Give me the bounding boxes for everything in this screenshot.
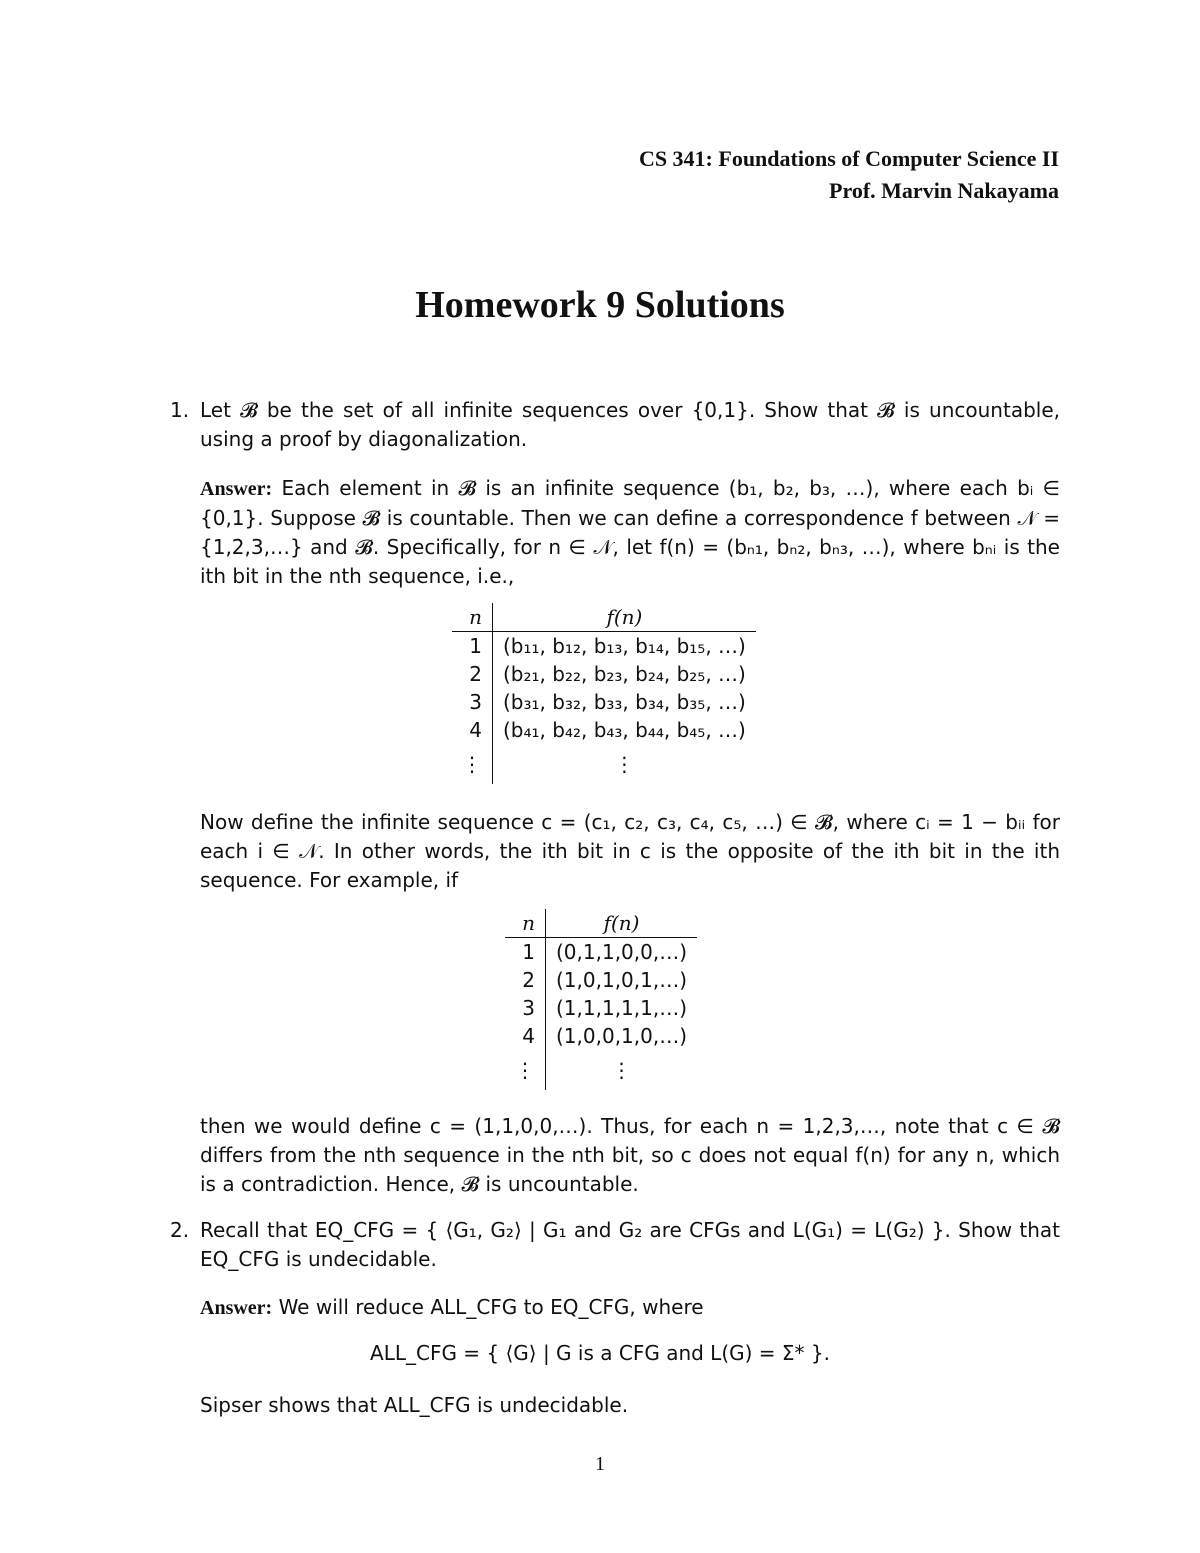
table-ellipsis-f: ⋮ bbox=[611, 1058, 632, 1082]
table-cell-n: 2 bbox=[505, 966, 546, 994]
table-row bbox=[505, 994, 697, 1022]
table-cell-f: (b₁₁, b₁₂, b₁₃, b₁₄, b₁₅, …) bbox=[503, 634, 746, 658]
table-row bbox=[452, 688, 756, 716]
answer-label: Answer: bbox=[200, 1297, 273, 1319]
table-row bbox=[452, 660, 756, 688]
question-2-number: 2. bbox=[170, 1218, 190, 1242]
question-2-prompt bbox=[200, 1216, 1060, 1274]
table-cell-f: (1,0,0,1,0,…) bbox=[556, 1024, 688, 1048]
sequence-table bbox=[452, 603, 756, 784]
question-1-answer-continued bbox=[200, 808, 1060, 895]
table-header-n: n bbox=[452, 603, 493, 632]
table-cell-f: (0,1,1,0,0,…) bbox=[556, 940, 688, 964]
answer-1-paragraph-2: Now define the infinite sequence c = (c₁, c₂, c₃, c₄, c₅, …) ∈ 𝓑, where cᵢ = 1 − bᵢᵢ for each i ∈ 𝒩. In other words, the ith bit in c is the opposite of the ith bit in the ith sequence. For example, if bbox=[200, 810, 1060, 892]
table-row-ellipsis bbox=[505, 1050, 697, 1090]
table-ellipsis-n: ⋮ bbox=[505, 1050, 546, 1090]
question-1-conclusion bbox=[200, 1112, 1060, 1199]
course-header bbox=[639, 143, 1059, 207]
answer-label: Answer: bbox=[200, 478, 273, 500]
table-cell-n: 2 bbox=[452, 660, 493, 688]
table-cell-n: 4 bbox=[452, 716, 493, 744]
page-number: 1 bbox=[595, 1453, 605, 1475]
table-header-n: n bbox=[505, 909, 546, 938]
page-title: Homework 9 Solutions bbox=[415, 284, 785, 326]
table-header-f: f(n) bbox=[493, 603, 756, 632]
answer-1-paragraph-3: then we would define c = (1,1,0,0,…). Thus, for each n = 1,2,3,…, note that c ∈ 𝓑 differs from the nth sequence in the nth bit, so c does not equal f(n) for any n, which is a contradiction. Hence, 𝓑 is uncountable. bbox=[200, 1114, 1060, 1196]
table-cell-n: 3 bbox=[505, 994, 546, 1022]
example-table bbox=[505, 909, 697, 1090]
table-cell-n: 4 bbox=[505, 1022, 546, 1050]
professor-name: Prof. Marvin Nakayama bbox=[829, 178, 1059, 203]
question-1-answer bbox=[200, 474, 1060, 591]
answer-1-paragraph-1: Each element in 𝓑 is an infinite sequence (b₁, b₂, b₃, …), where each bᵢ ∈ {0,1}. Suppose 𝓑 is countable. Then we can define a correspondence f between 𝒩 = {1,2,3,…} and 𝓑. Specifically, for n ∈ 𝒩, let f(n) = (bₙ₁, bₙ₂, bₙ₃, …), where bₙᵢ is the ith bit in the nth sequence, i.e., bbox=[200, 476, 1060, 588]
question-2-prompt-text: Recall that EQ_CFG = { ⟨G₁, G₂⟩ | G₁ and G₂ are CFGs and L(G₁) = L(G₂) }. Show that EQ_CFG is undecidable. bbox=[200, 1218, 1060, 1271]
question-1-number: 1. bbox=[170, 398, 190, 422]
answer-2-paragraph-1: We will reduce ALL_CFG to EQ_CFG, where bbox=[278, 1295, 704, 1319]
table-cell-n: 3 bbox=[452, 688, 493, 716]
course-title: CS 341: Foundations of Computer Science II bbox=[638, 146, 1059, 171]
table-row bbox=[452, 716, 756, 744]
table-row bbox=[452, 632, 756, 661]
table-cell-f: (1,0,1,0,1,…) bbox=[556, 968, 688, 992]
table-cell-f: (b₃₁, b₃₂, b₃₃, b₃₄, b₃₅, …) bbox=[503, 690, 746, 714]
table-row bbox=[505, 938, 697, 967]
table-ellipsis-f: ⋮ bbox=[614, 752, 635, 776]
table-row bbox=[505, 1022, 697, 1050]
answer-2-paragraph-2: Sipser shows that ALL_CFG is undecidable. bbox=[200, 1393, 629, 1417]
table-cell-f: (b₂₁, b₂₂, b₂₃, b₂₄, b₂₅, …) bbox=[503, 662, 746, 686]
question-2-answer bbox=[200, 1293, 1060, 1323]
question-1-prompt bbox=[200, 396, 1060, 454]
table-cell-f: (b₄₁, b₄₂, b₄₃, b₄₄, b₄₅, …) bbox=[503, 718, 746, 742]
table-header-f: f(n) bbox=[546, 909, 698, 938]
table-cell-f: (1,1,1,1,1,…) bbox=[556, 996, 688, 1020]
table-cell-n: 1 bbox=[505, 938, 546, 967]
all-cfg-equation: ALL_CFG = { ⟨G⟩ | G is a CFG and L(G) = Σ* }. bbox=[370, 1341, 830, 1365]
question-1-prompt-text: Let 𝓑 be the set of all infinite sequences over {0,1}. Show that 𝓑 is uncountable, using a proof by diagonalization. bbox=[200, 398, 1060, 451]
table-ellipsis-n: ⋮ bbox=[452, 744, 493, 784]
table-row bbox=[505, 966, 697, 994]
table-cell-n: 1 bbox=[452, 632, 493, 661]
table-row-ellipsis bbox=[452, 744, 756, 784]
question-2-answer-continued bbox=[200, 1391, 1060, 1420]
